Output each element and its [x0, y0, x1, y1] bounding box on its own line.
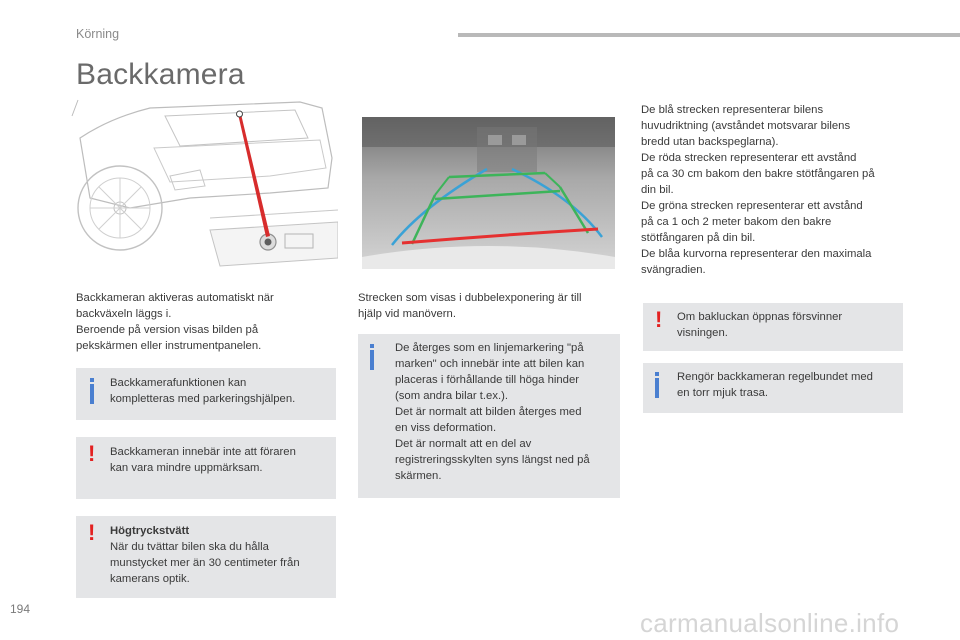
- warning-icon: !: [88, 520, 96, 545]
- warning-text-attention: Backkameran innebär inte att föraren kan vara mindre uppmärksam.: [110, 446, 296, 474]
- intro-text: Backkameran aktiveras automatiskt när backväxeln läggs i. Beroende på version visas bilden på pekskärmen eller instrumentpanelen.: [76, 292, 274, 352]
- info-box-display: [358, 334, 620, 498]
- info-icon-dot: [655, 372, 659, 376]
- warning-text-tailgate: Om bakluckan öppnas försvinner visningen.: [677, 311, 843, 339]
- warning-icon: !: [88, 441, 96, 466]
- info-icon: [655, 378, 659, 398]
- line-colors-text: De blå strecken representerar bilens huvudriktning (avståndet motsvarar bilens bredd utan backspeglarna). De röda strecken representerar ett avstånd på ca 30 cm bakom den bakre stötfångaren på din bil. De gröna strecken representerar ett avstånd på ca 1 och 2 meter bakom den bakre stötfångaren på din bil. De blåa kurvorna representerar den maximala svängradien.: [641, 104, 875, 276]
- info-icon-dot: [90, 378, 94, 382]
- info-icon: [370, 350, 374, 370]
- info-text-clean-camera: Rengör backkameran regelbundet med en torr mjuk trasa.: [677, 371, 873, 399]
- warning-box-pressure-wash: [76, 516, 336, 598]
- warning-box-tailgate: [643, 303, 903, 351]
- info-icon-dot: [370, 344, 374, 348]
- page-number: 194: [10, 602, 31, 616]
- car-rear-illustration: [70, 98, 338, 278]
- watermark: carmanualsonline.info: [640, 608, 900, 638]
- section-title: Körning: [76, 27, 120, 41]
- info-icon: [90, 384, 94, 404]
- warning-icon: !: [655, 307, 663, 332]
- warning-title-pressure-wash: Högtryckstvätt: [110, 525, 190, 537]
- info-box-clean-camera: [643, 363, 903, 413]
- camera-view-image: [362, 117, 615, 269]
- warning-text-pressure-wash: När du tvättar bilen ska du hålla munstycket mer än 30 centimeter från kamerans optik.: [110, 541, 300, 585]
- warning-box-attention: [76, 437, 336, 499]
- info-text-display: De återges som en linjemarkering "på marken" och innebär inte att bilen kan placeras i förhållande till höga hinder (som andra bilar t.ex.). Det är normalt att bilden återges med en viss deformation. Det är normalt att en del av registreringsskylten syns längst ned på skärmen.: [395, 342, 590, 482]
- guidelines-text: Strecken som visas i dubbelexponering är till hjälp vid manövern.: [358, 292, 582, 320]
- info-text-parking: Backkamerafunktionen kan kompletteras med parkeringshjälpen.: [110, 377, 296, 405]
- page-title: Backkamera: [76, 58, 245, 91]
- header-bar: [458, 33, 960, 37]
- info-box-parking: [76, 368, 336, 420]
